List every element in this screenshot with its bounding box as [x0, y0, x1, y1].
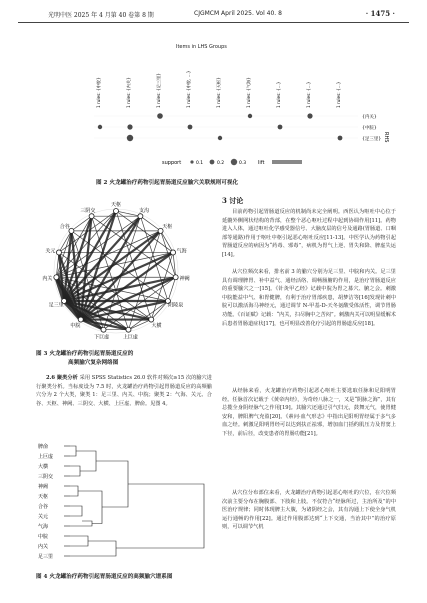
figure2-bubbles — [94, 113, 358, 141]
figure4-caption: 图 4 火龙罐治疗药物引起胃肠道反应的高频腧穴谱系图 — [36, 574, 173, 580]
figure2-bubble — [98, 125, 102, 129]
network-node-label: 气海 — [176, 248, 187, 255]
dendrogram-branch — [96, 461, 128, 507]
dendrogram-branch — [70, 541, 116, 556]
dendrogram-branch — [76, 451, 96, 471]
figure2-column-label: 1 rules: {...} — [306, 81, 311, 108]
figure2-row-labels — [362, 113, 381, 142]
dendrogram-branch — [70, 506, 82, 516]
network-node — [149, 317, 154, 322]
dendrogram-branch — [70, 521, 92, 526]
figure2-legend-val-3: 0.3 — [239, 161, 247, 166]
figure2-bubble — [278, 125, 283, 130]
figure2-grouped-matrix — [40, 50, 400, 170]
network-node-label: 足三里 — [48, 302, 64, 309]
network-node — [114, 209, 119, 214]
dendrogram-leaf-label: 内关 — [38, 544, 49, 550]
section-3-heading: 3 讨论 — [222, 196, 244, 205]
discussion-p2: 从穴位频次来看，排名前 3 的腧穴分别为足三里、中脘和内关。足三里具有调理脾胃、补中益气、通经活络、调畅肠腑的作用，是治疗胃肠道反应的重要腧穴之一[15]。《针灸甲乙经》记载中脘为胃之募穴、腑之会。刺激中脘能益中气、和胃健脾，有利于治疗胃部疾患，胡梦洁等[16]发现针刺中脘可以激活海马神经元，通过调节 N-甲基-D-天冬氨酸受体活性，调节胃肠功能。《百证赋》记载：“内关，扫尽胸中之苦闷”。刺激内关可以明显缓解术后患者胃肠道症状[17]，也可明显改善化疗引起的胃肠道反应[18]。 — [222, 269, 396, 327]
section-2-6-body: 采用 SPSS Statistics 26.0 软件对频次≥15 次的腧穴进行聚类分析。当标度设为 7.5 时，火龙罐治疗药物引起胃肠道反应的高频腧穴分为 2 个大类，聚类 1：足三里、内关、中脘；聚类 2：气海、关元、合谷、天枢、神阙、三阴交、大横、上巨虚、脾俞。见图 4。 — [36, 375, 212, 407]
figure2-row-label: {中脘} — [362, 126, 377, 131]
figure2-row-label: {足三里} — [362, 137, 382, 142]
figure2-caption: 图 2 火龙罐治疗药物引起胃肠道反应腧穴关联规则可视化 — [96, 180, 239, 186]
header-rule — [18, 22, 409, 23]
figure2-bubble — [218, 136, 222, 140]
dendrogram-branch — [70, 446, 76, 456]
figure2-bubble — [338, 136, 343, 141]
network-node-label: 下巨虚 — [94, 334, 110, 341]
network-node-label: 关元 — [45, 248, 56, 255]
figure2-column-label: 1 rules: {中脘} — [96, 77, 101, 108]
page-number: · 1475 · — [365, 9, 395, 18]
network-ring — [54, 209, 178, 333]
network-edge — [116, 211, 173, 252]
dendrogram-leaf-label: 中脘 — [38, 534, 49, 540]
network-node — [78, 317, 83, 322]
figure3-network — [34, 196, 199, 346]
network-node — [101, 327, 106, 332]
dendrogram-branch — [70, 486, 78, 496]
network-node — [89, 214, 94, 219]
figure2-column-label: 1 rules: {气海} — [246, 77, 251, 108]
network-node-label: 上巨虚 — [122, 334, 138, 341]
figure3-caption-line2: 高频腧穴复杂网络图 — [68, 360, 119, 366]
figure3-caption-line1: 图 3 火龙罐治疗药物引起胃肠道反应的 — [36, 351, 134, 357]
figure2-legend-support: support — [162, 160, 182, 166]
dendrogram-leaf-label: 大横 — [38, 464, 49, 470]
figure2-column-label: 1 rules: {天枢} — [216, 77, 221, 108]
dendrogram-labels — [38, 443, 53, 560]
figure4-dendrogram — [36, 438, 212, 568]
network-node-label: 大横 — [151, 323, 162, 330]
figure2-bubble — [157, 113, 163, 119]
discussion-p4: 从穴位分布部位来看，火龙罐治疗药物引起恶心呕吐的穴位，在穴位频次前主要分布在胸腹部、下肢和上肢。不仅符合“经脉所过，主治所及”的中医治疗规律；同时体现脾主大腹，为诸阴经之会，其有沟通上下使全身气机运行通畅的作用[22]。通过作用腹部达到“上下交通，当治其中”的治疗原则，可以调节气机 — [222, 490, 396, 531]
figure2-bubble — [127, 135, 133, 141]
figure2-column-label: 1 rules: {...} — [276, 81, 281, 108]
section-2-6 — [36, 374, 212, 408]
figure2-column-labels — [95, 70, 341, 108]
network-node-label: 天枢 — [162, 224, 173, 231]
figure2-title: Items in LHS Groups — [176, 44, 227, 50]
network-node-label: 中脘 — [70, 323, 81, 330]
journal-name: 光明中医 2025 年 4 月第 40 卷第 8 期 — [48, 12, 154, 19]
figure2-column-label: 1 rules: {足三里} — [156, 73, 161, 108]
network-edge — [140, 216, 160, 231]
figure2-bubble — [188, 125, 193, 130]
dendrogram-branch — [70, 466, 80, 476]
section-2-6-heading: 2.6 聚类分析 — [46, 375, 78, 381]
dendrogram-leaf-label: 三阴交 — [38, 474, 54, 480]
figure2-legend-dot-2 — [210, 160, 215, 165]
network-edges — [56, 211, 175, 330]
figure2-row-label: {内关} — [362, 115, 377, 120]
dendrogram-leaf-label: 合谷 — [38, 504, 49, 510]
network-node-label: 内关 — [42, 276, 53, 283]
network-node-label: 天枢 — [110, 202, 122, 208]
figure2-legend-val-1: 0.1 — [196, 161, 204, 166]
journal-name-en: CJGMCM April 2025. Vol 40. 8 — [194, 10, 282, 17]
figure2-bubble — [248, 114, 252, 118]
network-node-label: 三阴交 — [80, 207, 96, 214]
dendrogram-leaf-label: 上巨虚 — [38, 454, 54, 460]
running-header — [18, 8, 409, 20]
network-node-label: 合谷 — [59, 224, 70, 231]
figure2-legend-lift: lift — [258, 160, 265, 166]
dendrogram-leaf-label: 气海 — [38, 524, 49, 530]
figure2-lift-gradient — [272, 160, 302, 164]
figure2-bubble — [127, 124, 132, 129]
dendrogram-leaf-label: 关元 — [38, 514, 49, 520]
dendrogram-branch — [78, 491, 102, 524]
figure2-legend-dot-3 — [231, 159, 237, 165]
discussion-p3: 从经脉来看，火龙罐治疗药物引起恶心呕吐主要选取任脉和足阳明胃经。任脉首次记载于《黄帝内经》，为奇经八脉之一，又是“阴脉之海”，其有总揽全身阴经脉气之作用[19]。其腧穴还通过引气归元，鼓舞元气，使胃健安和，脾阳脾气充盈[20]。《素问·血气形志》中指出足阳明胃经属于多气多血之经。刺激足阳明胃经可以达到扶正祛邪，增加血门括约肌压力及胃窦上下径，前后径，改变患者的胃肠功能[21]。 — [222, 388, 396, 437]
dendrogram-leaf-label: 天枢 — [38, 494, 49, 500]
network-node-label: 神阙 — [179, 276, 190, 283]
figure2-rhs-label: RHS — [383, 132, 389, 143]
dendrogram-leaf-label: 神阙 — [38, 484, 49, 490]
network-node — [171, 250, 176, 255]
dendrogram-branch — [116, 484, 204, 548]
figure2-bubble — [307, 113, 312, 118]
network-node-label: 支沟 — [139, 207, 150, 214]
network-node — [56, 250, 61, 255]
dendrogram-branch — [70, 536, 88, 546]
dendrogram-leaf-label: 足三里 — [38, 554, 54, 560]
dendrogram-leaf-label: 脾俞 — [38, 444, 49, 450]
network-node — [54, 275, 59, 280]
discussion-p1: 目前药物引起胃肠道反应的机制尚未完全阐明。西医认为呕吐中心位于延髓外侧网状结构的背部，在整个恶心呕吐过程中起到协调作用[11]。药物进入人体，通过呕吐化学感受器信号、大脑皮层的信号及通路(胃肠道、口咽部等通路)作用于呕吐中枢引起恶心呕吐反应[11-13]。中医学认为药物引起胃肠道反应的病因为“药毒、邪毒”，病机为胃气上逆、胃失和降、脾虚失运[14]。 — [222, 209, 396, 258]
figure2-column-label: 1 rules: {内关} — [126, 77, 131, 108]
dendrogram-branches — [64, 446, 204, 556]
network-node — [126, 327, 131, 332]
network-node — [138, 214, 143, 219]
figure2-legend-val-2: 0.2 — [217, 161, 225, 166]
figure2-column-label: 1 rules: {...} — [336, 81, 341, 108]
figure2-column-label: 1 rules: {中脘, ...} — [186, 70, 191, 108]
network-node — [173, 275, 178, 280]
network-node-label: 阴陵泉 — [168, 302, 184, 309]
figure2-legend-dot-1 — [190, 160, 193, 163]
